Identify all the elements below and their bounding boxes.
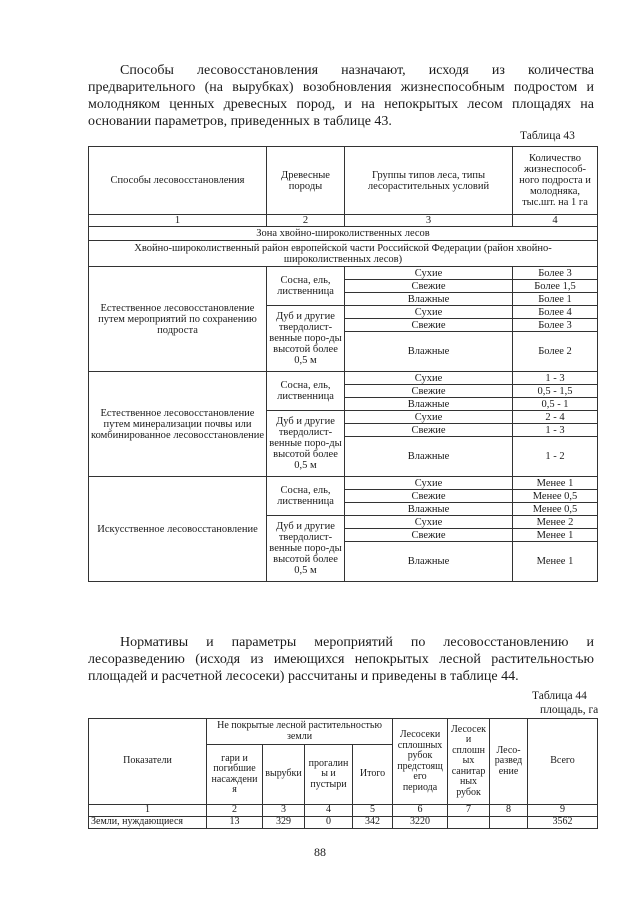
- t44-colnum: 7: [448, 805, 490, 817]
- t44-colnum: 4: [305, 805, 353, 817]
- t43-species-oak: Дуб и другие твердолист-венные поро-ды высотой более 0,5 м: [267, 411, 345, 477]
- t43-condition: Свежие: [345, 319, 513, 332]
- t44-header-burned: гари и погибшие насаждени я: [207, 745, 263, 805]
- t43-value: Более 1: [513, 293, 598, 306]
- t43-value: 1 - 3: [513, 372, 598, 385]
- t43-colnum: 2: [267, 215, 345, 227]
- t43-header-conditions: Группы типов леса, типы лесорастительных условий: [345, 147, 513, 215]
- t43-condition: Влажные: [345, 293, 513, 306]
- t44-cell: 0: [305, 816, 353, 828]
- t43-species-oak: Дуб и другие твердолист-венные поро-ды высотой более 0,5 м: [267, 516, 345, 582]
- t43-value: Менее 2: [513, 516, 598, 529]
- t44-cell: [490, 816, 528, 828]
- t43-condition: Сухие: [345, 306, 513, 319]
- t43-species-conifer: Сосна, ель, лиственница: [267, 372, 345, 411]
- t43-condition: Влажные: [345, 332, 513, 372]
- t43-condition: Свежие: [345, 280, 513, 293]
- t43-region: Хвойно-широколиственный район европейской части Российской Федерации (район хвойно-широколиственных лесов): [89, 241, 598, 267]
- t43-value: Менее 0,5: [513, 490, 598, 503]
- t43-value: Более 3: [513, 267, 598, 280]
- t43-header-method: Способы лесовосстановления: [89, 147, 267, 215]
- t43-value: 2 - 4: [513, 411, 598, 424]
- t44-colnum: 3: [263, 805, 305, 817]
- t44-header-cutover: вырубки: [263, 745, 305, 805]
- t43-colnum: 1: [89, 215, 267, 227]
- t43-value: Менее 0,5: [513, 503, 598, 516]
- t43-header-species: Древесные породы: [267, 147, 345, 215]
- t43-value: Более 2: [513, 332, 598, 372]
- t44-colnum: 1: [89, 805, 207, 817]
- t43-header-quantity: Количество жизнеспособ-ного подроста и молодняка, тыс.шт. на 1 га: [513, 147, 598, 215]
- t43-condition: Сухие: [345, 477, 513, 490]
- t43-condition: Сухие: [345, 267, 513, 280]
- t43-method-3: Искусственное лесовосстановление: [89, 477, 267, 582]
- t43-method-2: Естественное лесовосстановление путем минерализации почвы или комбинированное лесовосстановление: [89, 372, 267, 477]
- table-43: [88, 146, 598, 582]
- t43-condition: Сухие: [345, 372, 513, 385]
- t43-value: Менее 1: [513, 477, 598, 490]
- t43-value: Более 3: [513, 319, 598, 332]
- t44-colnum: 9: [528, 805, 598, 817]
- t43-condition: Сухие: [345, 516, 513, 529]
- t43-value: Более 1,5: [513, 280, 598, 293]
- intro-paragraph: Способы лесовосстановления назначают, исходя из количества предварительного (на вырубках) возобновления жизнеспособным подростом и молодняком ценных древесных пород, и на непокрытых лесом площадях на основании параметров, приведенных в таблице 43.: [88, 63, 594, 129]
- t43-value: Более 4: [513, 306, 598, 319]
- t44-header-group: Не покрытые лесной растительностью земли: [207, 719, 393, 745]
- t43-value: 1 - 3: [513, 424, 598, 437]
- t44-cell: 13: [207, 816, 263, 828]
- t44-header-sanitary: Лесосек и сплошн ых санитар ных рубок: [448, 719, 490, 805]
- page-number: 88: [314, 845, 326, 859]
- t43-value: 0,5 - 1,5: [513, 385, 598, 398]
- second-paragraph: Нормативы и параметры мероприятий по лесовосстановлению и лесоразведению (исходя из имеющихся непокрытых лесной растительностью площадей и расчетной лесосеки) рассчитаны и приведены в таблице 44.: [88, 635, 594, 684]
- t43-value: Менее 1: [513, 529, 598, 542]
- t44-header-afforestation: Лесо-развед ение: [490, 719, 528, 805]
- t44-colnum: 5: [353, 805, 393, 817]
- t43-condition: Влажные: [345, 398, 513, 411]
- t44-colnum: 8: [490, 805, 528, 817]
- t43-colnum: 3: [345, 215, 513, 227]
- t43-zone: Зона хвойно-широколиственных лесов: [89, 227, 598, 241]
- t44-header-clearcut: Лесосеки сплошных рубок предстоящ его периода: [393, 719, 448, 805]
- table43-caption: Таблица 43: [520, 130, 575, 142]
- t43-value: 0,5 - 1: [513, 398, 598, 411]
- t44-row-label: Земли, нуждающиеся: [89, 816, 207, 828]
- t43-value: 1 - 2: [513, 437, 598, 477]
- t43-value: Менее 1: [513, 542, 598, 582]
- t43-species-conifer: Сосна, ель, лиственница: [267, 477, 345, 516]
- t44-colnum: 2: [207, 805, 263, 817]
- t43-species-oak: Дуб и другие твердолист-венные поро-ды высотой более 0,5 м: [267, 306, 345, 372]
- t44-cell: 342: [353, 816, 393, 828]
- t44-cell: 3220: [393, 816, 448, 828]
- t43-condition: Свежие: [345, 490, 513, 503]
- table44-unit: площадь, га: [540, 704, 599, 716]
- t43-condition: Влажные: [345, 542, 513, 582]
- t43-condition: Сухие: [345, 411, 513, 424]
- t44-colnum: 6: [393, 805, 448, 817]
- t43-colnum: 4: [513, 215, 598, 227]
- t43-condition: Влажные: [345, 503, 513, 516]
- t43-condition: Свежие: [345, 385, 513, 398]
- t44-cell: 3562: [528, 816, 598, 828]
- table44-caption: Таблица 44: [532, 690, 587, 702]
- t43-species-conifer: Сосна, ель, лиственница: [267, 267, 345, 306]
- t44-cell: [448, 816, 490, 828]
- t44-header-total: Всего: [528, 719, 598, 805]
- table-44: [88, 718, 598, 829]
- t43-condition: Свежие: [345, 424, 513, 437]
- t43-condition: Влажные: [345, 437, 513, 477]
- t44-header-indicator: Показатели: [89, 719, 207, 805]
- t44-header-glades: прогалин ы и пустыри: [305, 745, 353, 805]
- t43-condition: Свежие: [345, 529, 513, 542]
- t43-method-1: Естественное лесовосстановление путем мероприятий по сохранению подроста: [89, 267, 267, 372]
- t44-cell: 329: [263, 816, 305, 828]
- t44-header-subtotal: Итого: [353, 745, 393, 805]
